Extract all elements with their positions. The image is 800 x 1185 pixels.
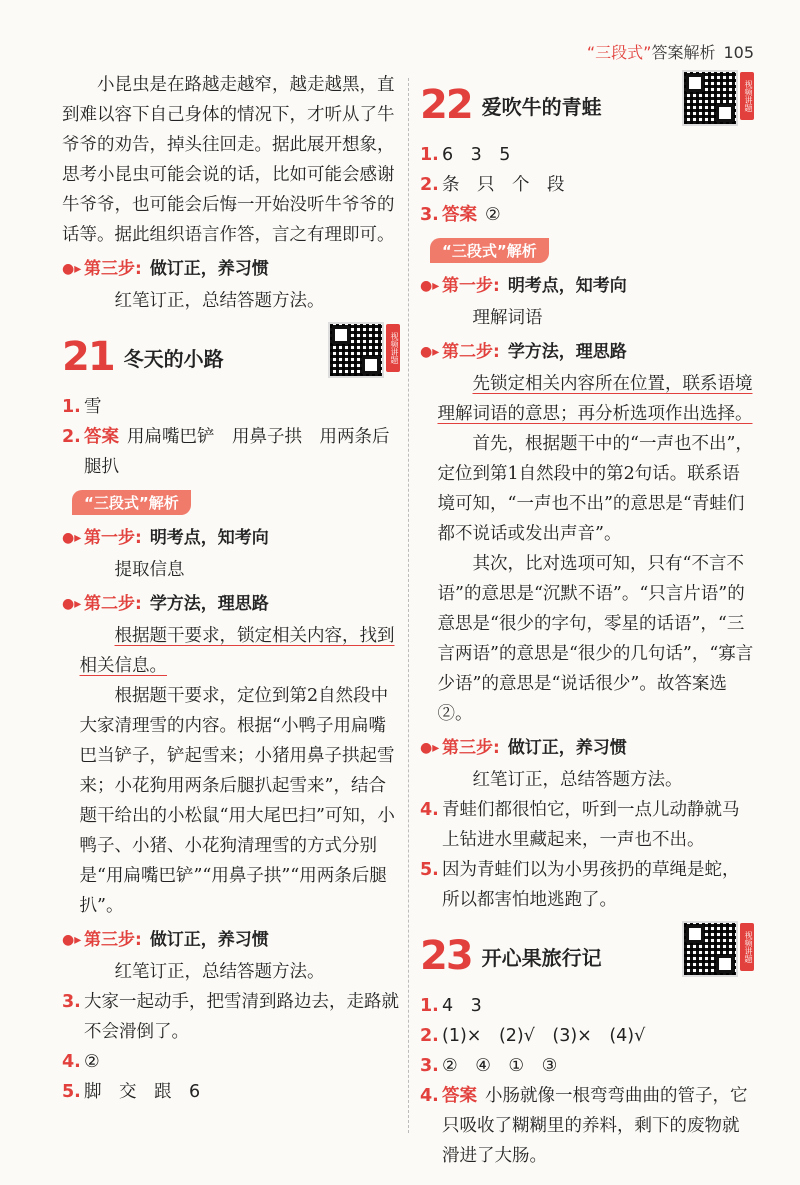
step-label: 第三步: xyxy=(84,259,142,279)
step2-heading xyxy=(62,589,400,619)
step-text: 明考点，知考向 xyxy=(507,276,627,296)
step-label: 第一步: xyxy=(84,528,142,548)
step3b-heading xyxy=(62,925,400,955)
answer-text: 4 3 xyxy=(442,996,482,1016)
step-text: 做订正，养习惯 xyxy=(507,738,627,758)
step1-body: 提取信息 xyxy=(114,560,185,580)
arrow-icon: ●▸ xyxy=(420,278,440,294)
answer-text: 6 3 5 xyxy=(442,145,511,165)
answer-number: 3. xyxy=(420,1056,439,1076)
answer-text: ② ④ ① ③ xyxy=(442,1056,558,1076)
answer-b1 xyxy=(420,991,754,1021)
step-text: 做订正，养习惯 xyxy=(149,259,269,279)
arrow-icon: ●▸ xyxy=(62,932,82,948)
video-tag: 视频讲题 xyxy=(740,72,754,120)
qr-code-icon[interactable] xyxy=(682,921,738,977)
arrow-icon: ●▸ xyxy=(420,740,440,756)
arrow-icon: ●▸ xyxy=(62,261,82,277)
answer-tag: 答案 xyxy=(442,1086,477,1106)
left-column xyxy=(62,70,400,1107)
answer-number: 4. xyxy=(420,800,439,820)
answer-number: 3. xyxy=(420,205,439,225)
step-text: 学方法，理思路 xyxy=(149,594,269,614)
answer-number: 1. xyxy=(420,996,439,1016)
step-label: 第三步: xyxy=(442,738,500,758)
step3-body: 红笔订正，总结答题方法。 xyxy=(114,291,325,311)
step-text: 明考点，知考向 xyxy=(149,528,269,548)
section-number: 23 xyxy=(420,933,472,979)
answer-tag: 答案 xyxy=(442,205,477,225)
answer-text: 脚 交 跟 6 xyxy=(84,1082,201,1102)
step-text: 做订正，养习惯 xyxy=(149,930,269,950)
answer-text: ② xyxy=(84,1052,100,1072)
step-text: 学方法，理思路 xyxy=(507,342,627,362)
column-divider xyxy=(408,78,409,1133)
arrow-icon: ●▸ xyxy=(62,596,82,612)
answer-number: 4. xyxy=(62,1052,81,1072)
section-title: 开心果旅行记 xyxy=(481,945,602,970)
step1-heading xyxy=(62,523,400,553)
answer-b2 xyxy=(420,1021,754,1051)
answer-number: 3. xyxy=(62,992,81,1012)
step3b-body: 红笔订正，总结答题方法。 xyxy=(114,962,325,982)
answer-text: (1)× (2)√ (3)× (4)√ xyxy=(442,1026,646,1046)
answer-3 xyxy=(62,987,400,1047)
step2-method xyxy=(420,369,754,429)
step-label: 第一步: xyxy=(442,276,500,296)
analysis-badge: “三段式”解析 xyxy=(430,238,549,263)
step2-body: 根据题干要求，定位到第2自然段中大家清理雪的内容。根据“小鸭子用扁嘴巴当铲子，铲起雪来；小猪用鼻子拱起雪来；小花狗用两条后腿扒起雪来”，结合题干给出的小松鼠“用大尾巴扫”可知，小鸭子、小猪、小花狗清理雪的方式分别是“用扁嘴巴铲”“用鼻子拱”“用两条后腿扒”。 xyxy=(79,686,395,916)
answer-text: 青蛙们都很怕它，听到一点儿动静就马上钻进水里藏起来，一声也不出。 xyxy=(442,800,740,850)
answer-b4 xyxy=(420,1081,754,1171)
method-text: 根据题干要求，锁定相关内容，找到相关信息。 xyxy=(79,626,395,676)
step2-paragraph-1: 首先，根据题干中的“一声也不出”，定位到第1自然段中的第2句话。联系语境可知，“一声也不出”的意思是“青蛙们都不说话或发出声音”。 xyxy=(437,434,753,544)
answer-2 xyxy=(62,422,400,482)
section-23-heading xyxy=(420,921,754,991)
section-title: 冬天的小路 xyxy=(123,346,224,371)
answer-5 xyxy=(62,1077,400,1107)
answer-1 xyxy=(62,392,400,422)
answer-number: 5. xyxy=(420,860,439,880)
answer-text: 雪 xyxy=(84,397,102,417)
answer-text: 因为青蛙们以为小男孩扔的草绳是蛇，所以都害怕地逃跑了。 xyxy=(442,860,740,910)
answer-4 xyxy=(62,1047,400,1077)
answer-number: 1. xyxy=(420,145,439,165)
answer-tag: 答案 xyxy=(84,427,119,447)
section-number: 21 xyxy=(62,334,114,380)
answer-number: 2. xyxy=(62,427,81,447)
answer-text: 用扁嘴巴铲 用鼻子拱 用两条后腿扒 xyxy=(84,427,390,477)
answer-text: 小肠就像一根弯弯曲曲的管子，它只吸收了糊糊里的养料，剩下的废物就滑进了大肠。 xyxy=(442,1086,748,1166)
header-brand: “三段式” xyxy=(586,43,652,62)
step1-body: 理解词语 xyxy=(472,308,543,328)
page-header xyxy=(587,40,754,63)
video-tag: 视频讲题 xyxy=(740,923,754,971)
answer-b3 xyxy=(420,1051,754,1081)
answer-number: 5. xyxy=(62,1082,81,1102)
answer-text: 条 只 个 段 xyxy=(442,175,565,195)
answer-1 xyxy=(420,140,754,170)
answer-2 xyxy=(420,170,754,200)
intro-paragraph: 小昆虫是在路越走越窄，越走越黑，直到难以容下自己身体的情况下，才听从了牛爷爷的劝告，掉头往回走。据此展开想象，思考小昆虫可能会说的话，比如可能会感谢牛爷爷，也可能会后悔一开始没听牛爷爷的话等。据此组织语言作答，言之有理即可。 xyxy=(62,75,395,245)
method-text: 先锁定相关内容所在位置，联系语境理解词语的意思；再分析选项作出选择。 xyxy=(437,374,753,424)
answer-4 xyxy=(420,795,754,855)
right-column xyxy=(420,70,754,1171)
step-label: 第二步: xyxy=(442,342,500,362)
step-label: 第二步: xyxy=(84,594,142,614)
answer-text: 大家一起动手，把雪清到路边去，走路就不会滑倒了。 xyxy=(84,992,399,1042)
step1-heading xyxy=(420,271,754,301)
answer-number: 4. xyxy=(420,1086,439,1106)
arrow-icon: ●▸ xyxy=(62,530,82,546)
step2-heading xyxy=(420,337,754,367)
video-tag: 视频讲题 xyxy=(386,324,400,372)
step3-body: 红笔订正，总结答题方法。 xyxy=(472,770,683,790)
answer-number: 2. xyxy=(420,175,439,195)
section-number: 22 xyxy=(420,82,472,128)
section-21-heading xyxy=(62,322,400,392)
header-title: 答案解析 xyxy=(651,43,716,62)
qr-code-icon[interactable] xyxy=(328,322,384,378)
arrow-icon: ●▸ xyxy=(420,344,440,360)
step2-paragraph-2: 其次，比对选项可知，只有“不言不语”的意思是“沉默不语”。“只言片语”的意思是“很少的字句，零星的话语”，“三言两语”的意思是“很少的几句话”，“寡言少语”的意思是“说话很少”。故答案选②。 xyxy=(437,554,754,724)
answer-number: 1. xyxy=(62,397,81,417)
step2-method xyxy=(62,621,400,681)
section-title: 爱吹牛的青蛙 xyxy=(481,94,602,119)
step3-heading xyxy=(62,254,400,284)
step-label: 第三步: xyxy=(84,930,142,950)
step3-heading xyxy=(420,733,754,763)
answer-number: 2. xyxy=(420,1026,439,1046)
page-number: 105 xyxy=(723,43,754,62)
answer-3 xyxy=(420,200,754,230)
answer-5 xyxy=(420,855,754,915)
section-22-heading xyxy=(420,70,754,140)
qr-code-icon[interactable] xyxy=(682,70,738,126)
answer-text: ② xyxy=(485,205,501,225)
analysis-badge: “三段式”解析 xyxy=(72,490,191,515)
